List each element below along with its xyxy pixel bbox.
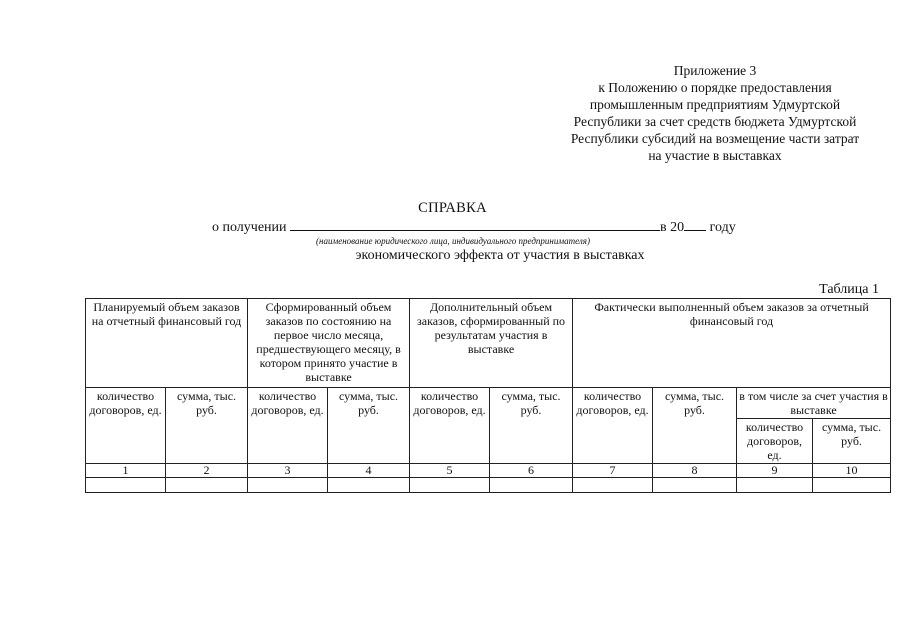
- empty-data-row: [86, 478, 891, 493]
- table-cell: [248, 478, 328, 493]
- document-title: СПРАВКА: [418, 200, 487, 216]
- subheader-sum: сумма, тыс. руб.: [328, 388, 410, 464]
- header-formed: Сформированный объем заказов по состоянию на первое число месяца, предшествующего месяцу, в котором принято участие в выставке: [248, 299, 410, 388]
- subheader-count: количество договоров, ед.: [573, 388, 653, 464]
- subheader-sum: сумма, тыс. руб.: [653, 388, 737, 464]
- report-table: [85, 298, 891, 493]
- column-number: 1: [86, 464, 166, 478]
- column-number: 8: [653, 464, 737, 478]
- receipt-line: [212, 218, 736, 236]
- appendix-line: промышленным предприятиям Удмуртской: [589, 97, 841, 112]
- column-number: 9: [737, 464, 813, 478]
- column-number: 7: [573, 464, 653, 478]
- subheader-including: в том числе за счет участия в выставке: [737, 388, 891, 419]
- appendix-line: Республики субсидий на возмещение части затрат: [570, 131, 860, 146]
- column-number: 10: [813, 464, 891, 478]
- receipt-prefix: о получении: [212, 220, 287, 235]
- column-number: 3: [248, 464, 328, 478]
- subheader-sum: сумма, тыс. руб.: [490, 388, 573, 464]
- appendix-line: Республики за счет средств бюджета Удмуртской: [573, 114, 857, 129]
- appendix-header: [500, 62, 905, 164]
- year-blank: [684, 218, 706, 231]
- subheader-count: количество договоров, ед.: [737, 419, 813, 464]
- document-subtitle: экономического эффекта от участия в выставках: [355, 248, 645, 263]
- year-prefix: в 20: [660, 220, 685, 235]
- subheader-count: количество договоров, ед.: [410, 388, 490, 464]
- header-additional: Дополнительный объем заказов, сформированный по результатам участия в выставке: [410, 299, 573, 388]
- table-cell: [328, 478, 410, 493]
- table-cell: [813, 478, 891, 493]
- table-cell: [166, 478, 248, 493]
- subheader-count: количество договоров, ед.: [248, 388, 328, 464]
- header-actual: Фактически выполненный объем заказов за отчетный финансовый год: [573, 299, 891, 388]
- table-cell: [490, 478, 573, 493]
- table-cell: [86, 478, 166, 493]
- appendix-line: Приложение 3: [673, 63, 757, 78]
- subheader-sum: сумма, тыс. руб.: [813, 419, 891, 464]
- subheader-count: количество договоров, ед.: [86, 388, 166, 464]
- column-number: 4: [328, 464, 410, 478]
- column-number: 2: [166, 464, 248, 478]
- header-planned: Планируемый объем заказов на отчетный финансовый год: [86, 299, 248, 388]
- table-cell: [653, 478, 737, 493]
- column-number: 6: [490, 464, 573, 478]
- year-suffix: году: [709, 220, 736, 235]
- subheader-sum: сумма, тыс. руб.: [166, 388, 248, 464]
- appendix-line: на участие в выставках: [648, 148, 782, 163]
- table-cell: [573, 478, 653, 493]
- field-hint: (наименование юридического лица, индивидуального предпринимателя): [316, 236, 590, 246]
- table-label: Таблица 1: [819, 282, 879, 297]
- appendix-line: к Положению о порядке предоставления: [598, 80, 832, 95]
- column-number: 5: [410, 464, 490, 478]
- table-cell: [737, 478, 813, 493]
- organization-name-blank: [290, 218, 660, 231]
- table-cell: [410, 478, 490, 493]
